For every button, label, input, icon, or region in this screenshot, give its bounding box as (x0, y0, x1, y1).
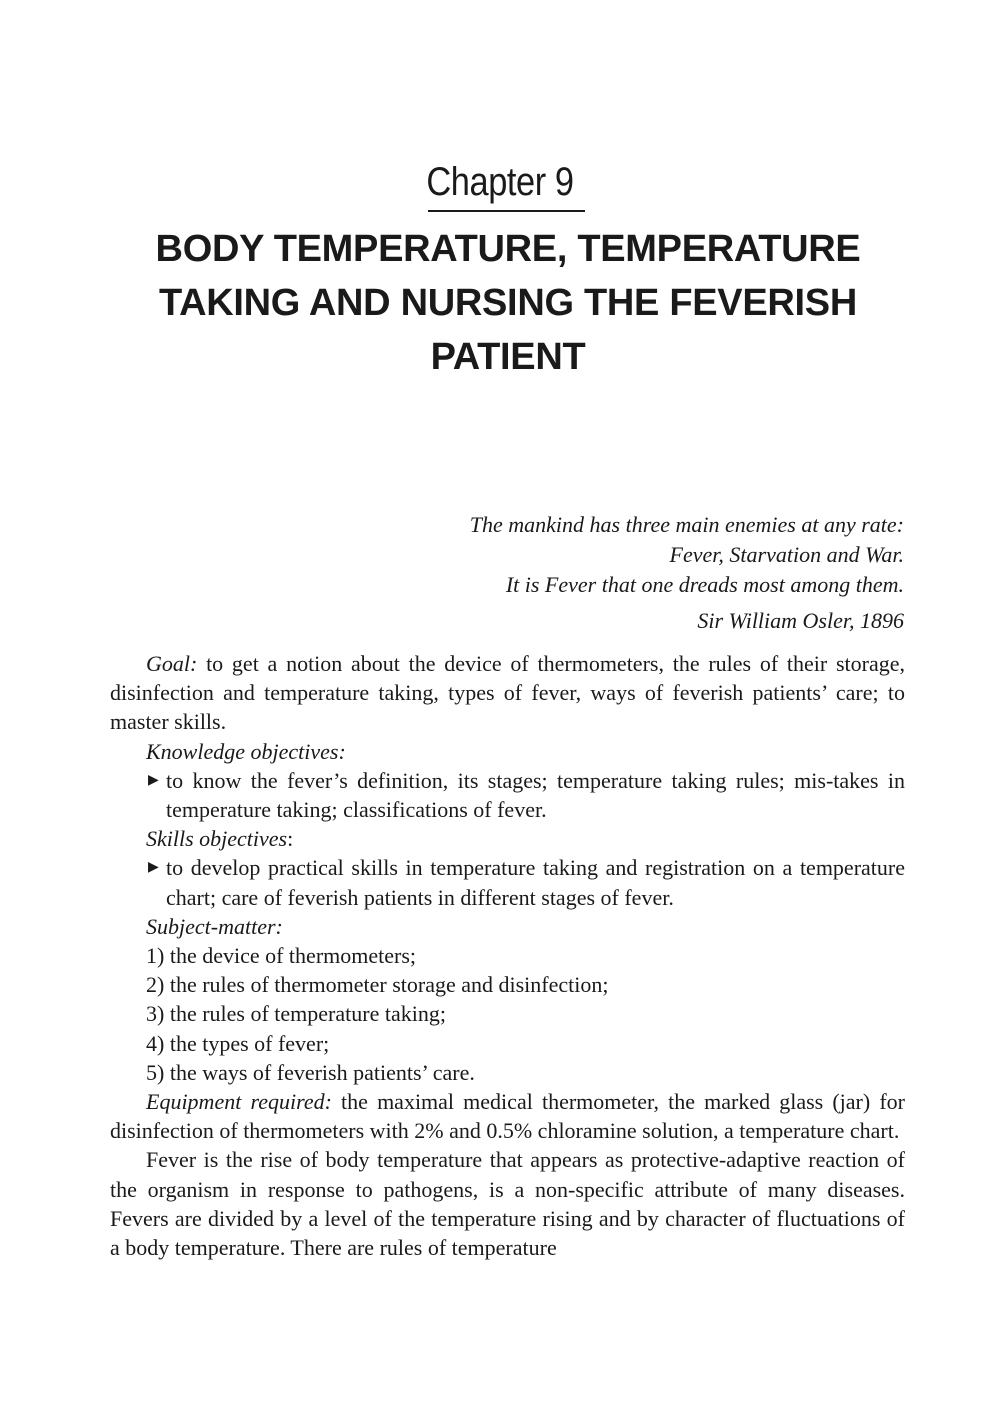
subject-item: 3) the rules of temperature taking; (146, 1001, 446, 1027)
subject-item: 5) the ways of feverish patients’ care. (146, 1059, 475, 1085)
epigraph-line: Fever, Starvation and War. (669, 542, 904, 567)
knowledge-bullet-text: to know the fever’s definition, its stages; temperature taking rules; mis-takes in temperature taking; classifications of fever. (166, 767, 905, 823)
skills-objectives-heading (110, 824, 905, 853)
skills-objectives-label: Skills objectives (146, 826, 288, 852)
knowledge-objectives-label: Knowledge objectives: (146, 738, 346, 764)
subject-matter-label: Subject-matter: (146, 913, 283, 939)
subject-item: 1) the device of thermometers; (146, 943, 417, 969)
goal-text: to get a notion about the device of thermometers, the rules of their storage, disinfection and temperature taking, types of fever, ways of feverish patients’ care; to master skills. (110, 651, 905, 735)
goal-paragraph (110, 649, 905, 737)
fever-paragraph: Fever is the rise of body temperature that appears as protective-adaptive reaction of the organism in response to pathogens, is a non-specific attribute of many diseases. Fevers are divided by a level of the temperature rising and by character of fluctuations of a body temperature. There are rules of temperature (110, 1147, 905, 1261)
equipment-label: Equipment required: (146, 1089, 332, 1115)
subject-item: 4) the types of fever; (146, 1030, 330, 1056)
skills-bullet-text: to develop practical skills in temperature taking and registration on a temperature chart; care of feverish patients in different stages of fever. (166, 855, 905, 910)
body-text (110, 649, 905, 1262)
epigraph-line: The mankind has three main enemies at any rate: (469, 512, 904, 537)
triangle-right-icon: ▶ (148, 772, 159, 788)
subject-item: 2) the rules of thermometer storage and disinfection; (146, 972, 609, 998)
epigraph-line: It is Fever that one dreads most among them. (505, 572, 904, 597)
equipment-paragraph (110, 1087, 905, 1145)
goal-label: Goal: (146, 651, 198, 676)
triangle-right-icon: ▶ (148, 860, 159, 876)
chapter-underline (428, 210, 585, 212)
knowledge-bullet (110, 766, 905, 824)
skills-bullet (110, 853, 905, 911)
skills-objectives-colon: : (287, 826, 294, 852)
epigraph (470, 510, 904, 636)
chapter-title: BODY TEMPERATURE, TEMPERATURE TAKING AND NURSING THE FEVERISH PATIENT (155, 228, 861, 378)
epigraph-author: Sir William Osler, 1896 (697, 608, 904, 633)
equipment-text: the maximal medical thermometer, the marked glass (jar) for disinfection of thermometers with 2% and 0.5% chloramine solution, a temperature chart. (110, 1089, 905, 1144)
chapter-label: Chapter 9 (426, 160, 574, 204)
